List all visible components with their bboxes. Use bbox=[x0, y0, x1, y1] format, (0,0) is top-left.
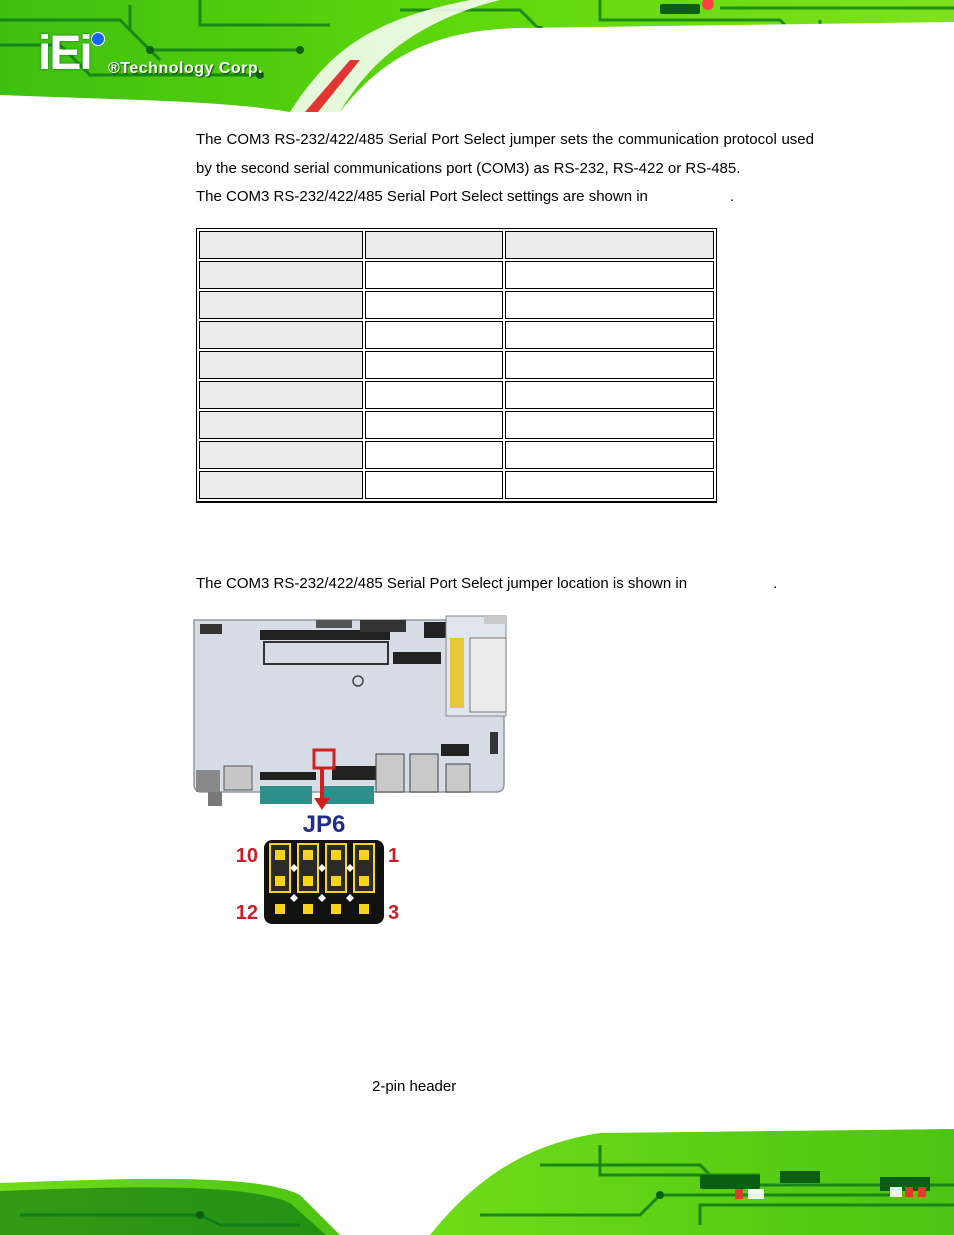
table-cell bbox=[505, 321, 714, 349]
table-cell bbox=[199, 441, 363, 469]
table-cell bbox=[199, 291, 363, 319]
location-text: The COM3 RS-232/422/485 Serial Port Select jumper location is shown in bbox=[196, 575, 688, 592]
table-cell bbox=[199, 411, 363, 439]
table-row bbox=[199, 471, 714, 499]
table-cell bbox=[505, 381, 714, 409]
table-header-cell bbox=[199, 231, 363, 259]
table-row bbox=[199, 351, 714, 379]
jumper-pin-header bbox=[264, 840, 384, 924]
table-cell bbox=[199, 471, 363, 499]
table-cell bbox=[505, 441, 714, 469]
intro-text: The COM3 RS-232/422/485 Serial Port Select jumper sets the communication protocol used by the second serial communications port (COM3) as RS-232, RS-422 or RS-485. bbox=[196, 131, 814, 177]
table-cell bbox=[365, 261, 503, 289]
intro-period: . bbox=[729, 188, 735, 205]
table-cell bbox=[199, 261, 363, 289]
table-header-cell bbox=[365, 231, 503, 259]
table-row bbox=[199, 291, 714, 319]
table-cell bbox=[199, 381, 363, 409]
table-cell bbox=[365, 291, 503, 319]
table-row bbox=[199, 261, 714, 289]
table-cell bbox=[365, 471, 503, 499]
logo-mark: iEi bbox=[38, 27, 91, 80]
circuit-banner-graphic bbox=[0, 0, 954, 112]
intro-paragraph bbox=[196, 126, 814, 212]
pin-label-3: 3 bbox=[388, 902, 400, 924]
header-banner bbox=[0, 0, 954, 112]
location-period: . bbox=[773, 575, 778, 592]
table-cell bbox=[199, 351, 363, 379]
pin-header-note: 2-pin header bbox=[372, 1078, 457, 1095]
table-cell bbox=[505, 261, 714, 289]
table-cell bbox=[365, 351, 503, 379]
location-paragraph bbox=[196, 570, 814, 599]
table-header-row bbox=[199, 231, 714, 259]
table-cell bbox=[199, 321, 363, 349]
table-cell bbox=[505, 351, 714, 379]
logo-tagline: ®Technology Corp. bbox=[108, 60, 264, 77]
board-illustration bbox=[194, 616, 506, 806]
table-row bbox=[199, 441, 714, 469]
table-row bbox=[199, 381, 714, 409]
table-cell bbox=[505, 411, 714, 439]
table-row bbox=[199, 321, 714, 349]
jumper-settings-table bbox=[196, 228, 717, 503]
pin-label-10: 10 bbox=[235, 845, 258, 867]
connector-label: JP6 bbox=[302, 811, 346, 838]
intro-text-last-line: The COM3 RS-232/422/485 Serial Port Select settings are shown in bbox=[196, 188, 648, 205]
pin-label-1: 1 bbox=[388, 845, 400, 867]
pin-label-12: 12 bbox=[235, 902, 258, 924]
logo-dot-icon bbox=[91, 32, 105, 46]
table-row bbox=[199, 411, 714, 439]
table-cell bbox=[505, 471, 714, 499]
company-logo bbox=[38, 27, 91, 80]
table-cell bbox=[505, 291, 714, 319]
table-cell bbox=[365, 441, 503, 469]
jumper-location-figure bbox=[188, 614, 508, 934]
footer-banner bbox=[0, 1125, 954, 1235]
table-cell bbox=[365, 321, 503, 349]
table-header-cell bbox=[505, 231, 714, 259]
table-cell bbox=[365, 411, 503, 439]
table-cell bbox=[365, 381, 503, 409]
